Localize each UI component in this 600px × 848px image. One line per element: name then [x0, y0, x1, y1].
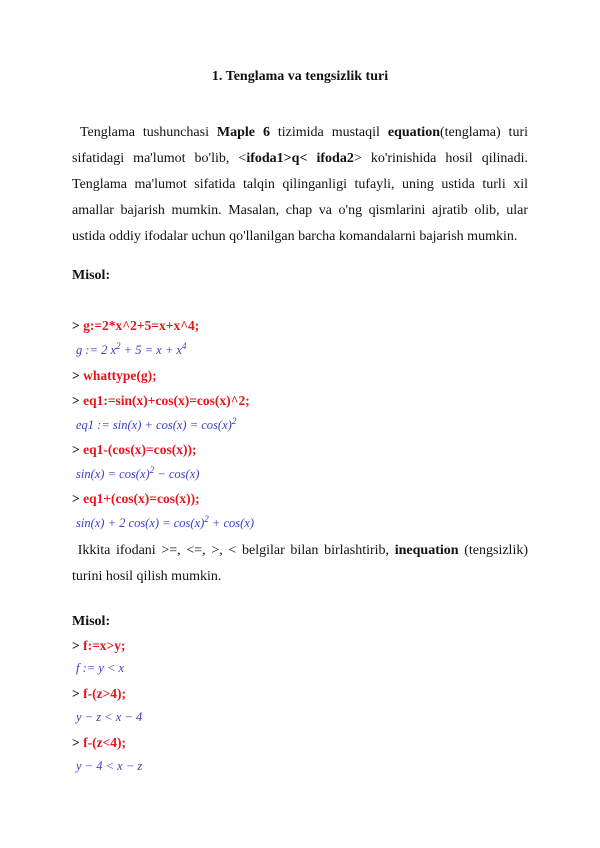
command-code: g:=2*x^2+5=x+x^4; [83, 318, 200, 333]
intro-paragraph [72, 120, 528, 250]
command-code: f-(z<4); [83, 735, 126, 750]
output-text: − cos(x) [154, 467, 200, 481]
prompt: > [72, 491, 84, 506]
prompt: > [72, 393, 84, 408]
section-title: 1. Tenglama va tengsizlik turi [211, 69, 389, 84]
prompt: > [72, 368, 84, 383]
output-text: sin(x) = cos(x) [76, 467, 150, 481]
inequation-paragraph [72, 538, 528, 590]
output-superscript: 4 [181, 341, 187, 351]
middle-text-1: Ikkita ifodani >=, <=, >, < belgilar bilan birlashtirib, [77, 543, 395, 558]
maple-output [76, 341, 186, 358]
command-code: whattype(g); [83, 368, 157, 383]
intro-text-3: (tenglama) turi sifatidagi ma'lumot bo'lib, < [72, 125, 528, 166]
maple-output [76, 514, 254, 531]
command-code: eq1-(cos(x)=cos(x)); [83, 442, 197, 457]
maple-command [72, 368, 157, 384]
maple-command [72, 686, 126, 702]
output-superscript: 2 [149, 465, 155, 475]
output-text: + cos(x) [208, 516, 255, 530]
command-code: f-(z>4); [83, 686, 126, 701]
prompt: > [72, 318, 84, 333]
intro-text-4: > ko'rinishida hosil qilinadi. Tenglama ma'lumot sifatida talqin qilinganligi tufayli, uning ustida turli xil amallar bajarish mumkin. Masalan, chap va o'ng qismlarini ajratib olib, ular ustida oddiy ifodalar uchun qo'llanilgan barcha komandalarni bajarish mumkin. [72, 151, 528, 244]
maple-output: y − z < x − 4 [76, 710, 143, 724]
maple-name: Maple 6 [216, 125, 270, 140]
prompt: > [72, 638, 84, 653]
output-superscript: 2 [231, 416, 237, 426]
maple-output [76, 465, 199, 482]
maple-command [72, 442, 196, 458]
maple-command [72, 735, 126, 751]
command-code: eq1+(cos(x)=cos(x)); [83, 491, 200, 506]
maple-command [72, 491, 200, 507]
intro-text-1: Tenglama tushunchasi [79, 125, 217, 140]
output-text: sin(x) + 2 cos(x) = cos(x) [76, 516, 205, 530]
maple-command [72, 638, 125, 654]
output-text: + 5 = x + x [120, 343, 182, 357]
maple-output [76, 416, 236, 433]
maple-command [72, 393, 250, 409]
maple-command [72, 318, 199, 334]
output-text: g := 2 x [76, 343, 117, 357]
prompt: > [72, 686, 84, 701]
example2-heading: Misol: [72, 614, 111, 629]
command-code: f:=x>y; [83, 638, 126, 653]
equation-term: equation [387, 125, 440, 140]
maple-output: y − 4 < x − z [76, 759, 143, 773]
ifoda-term: ifoda1>q< ifoda2 [246, 151, 354, 166]
maple-output: f := y < x [76, 661, 125, 675]
output-superscript: 2 [116, 341, 121, 351]
intro-text-2: tizimida mustaqil [269, 125, 388, 140]
command-code: eq1:=sin(x)+cos(x)=cos(x)^2; [83, 393, 250, 408]
example1-heading: Misol: [72, 268, 111, 283]
output-superscript: 2 [204, 514, 209, 524]
prompt: > [72, 735, 84, 750]
prompt: > [72, 442, 84, 457]
output-text: eq1 := sin(x) + cos(x) = cos(x) [76, 418, 232, 432]
middle-text-2: (tengsizlik) turini hosil qilish mumkin. [72, 543, 528, 584]
inequation-term: inequation [394, 543, 459, 558]
